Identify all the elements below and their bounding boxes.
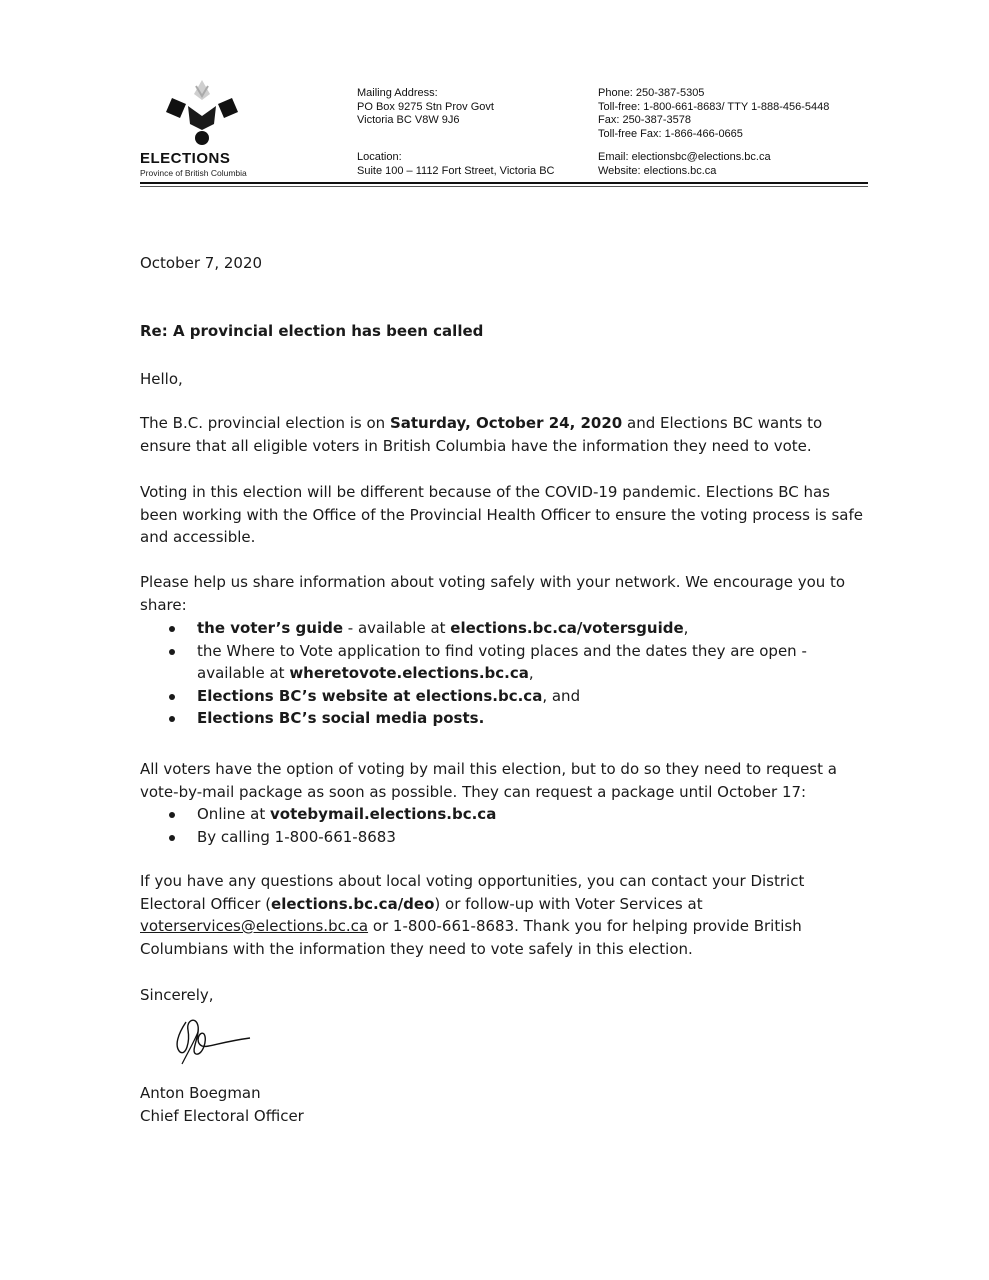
greeting: Hello, <box>140 370 183 388</box>
email[interactable]: Email: electionsbc@elections.bc.ca <box>598 151 771 163</box>
location-line: Suite 100 – 1112 Fort Street, Victoria BC <box>357 164 555 177</box>
paragraph-vote-by-mail: All voters have the option of voting by mail this election, but to do so they need to request a vote-by-mail package as soon as possible. They can request a package until October 17: <box>140 760 837 801</box>
signer-block <box>140 1082 304 1127</box>
website-link[interactable]: elections.bc.ca <box>415 686 543 705</box>
paragraph-election-date: The B.C. provincial election is on Saturday, October 24, 2020 and Elections BC wants to ensure that all eligible voters in British Columbia have the information they need to vote. <box>140 414 823 455</box>
signature <box>168 1012 258 1072</box>
contact-block <box>598 87 829 141</box>
list-item: Elections BC’s website at elections.bc.ca, and <box>140 685 870 708</box>
voter-services-email-link[interactable]: voterservices@elections.bc.ca <box>140 917 369 935</box>
list-item: By calling 1-800-661-8683 <box>140 826 870 849</box>
org-subtitle: Province of British Columbia <box>140 168 247 178</box>
bullet-icon <box>169 649 175 655</box>
bullet-icon <box>169 716 175 722</box>
bullet-icon <box>169 694 175 700</box>
voters-guide-link[interactable]: elections.bc.ca/votersguide <box>450 619 684 637</box>
list-item: the Where to Vote application to find voting places and the dates they are open - available at wheretovote.elections.bc.ca, <box>140 640 870 685</box>
tollfree-fax: Toll-free Fax: 1-866-466-0665 <box>598 127 743 140</box>
list-item: Elections BC’s social media posts. <box>140 707 870 730</box>
tollfree: Toll-free: 1-800-661-8683/ TTY 1-888-456-5448 <box>598 100 830 113</box>
fax: Fax: 250-387-3578 <box>598 114 691 126</box>
paragraph-questions: If you have any questions about local voting opportunities, you can contact your District Electoral Officer (elections.bc.ca/deo) or follow-up with Voter Services at voterservices@elections.bc.ca or 1-800-661-8683. Thank you for helping provide British Columbians with the information they need to vote safely in this election. <box>140 872 805 958</box>
bullet-icon <box>169 835 175 841</box>
paragraph-covid: Voting in this election will be different because of the COVID-19 pandemic. Elections BC has been working with the Office of the Provincial Health Officer to ensure the voting process is safe and accessible. <box>140 483 863 546</box>
phone: Phone: 250-387-5305 <box>598 87 705 99</box>
subject-line: Re: A provincial election has been called <box>140 322 484 340</box>
website[interactable]: Website: elections.bc.ca <box>598 164 717 177</box>
signer-name: Anton Boegman <box>140 1084 261 1102</box>
list-item: Online at votebymail.elections.bc.ca <box>140 803 870 826</box>
mailing-line2: Victoria BC V8W 9J6 <box>357 114 460 126</box>
where-to-vote-link[interactable]: wheretovote.elections.bc.ca <box>289 664 529 682</box>
mailing-line1: PO Box 9275 Stn Prov Govt <box>357 100 494 113</box>
signer-title: Chief Electoral Officer <box>140 1106 304 1125</box>
deo-link[interactable]: elections.bc.ca/deo <box>271 894 435 913</box>
list-item: the voter’s guide - available at elections.bc.ca/votersguide, <box>140 617 870 640</box>
share-list <box>140 617 870 730</box>
letterhead <box>0 0 989 190</box>
bullet-icon <box>169 626 175 632</box>
location-block <box>357 151 555 178</box>
mailing-address-block <box>357 87 494 128</box>
letter-date: October 7, 2020 <box>140 254 263 272</box>
mailing-label: Mailing Address: <box>357 87 438 99</box>
web-block <box>598 151 771 178</box>
closing: Sincerely, <box>140 986 214 1004</box>
election-date: Saturday, October 24, 2020 <box>389 414 623 432</box>
vote-by-mail-link[interactable]: votebymail.elections.bc.ca <box>270 805 497 823</box>
header-rule-thin <box>140 186 868 187</box>
paragraph-share: Please help us share information about voting safely with your network. We encourage you to share: <box>140 573 846 614</box>
org-name: ELECTIONS <box>140 150 231 167</box>
bullet-icon <box>169 812 175 818</box>
elections-bc-logo <box>162 76 242 146</box>
vote-by-mail-list <box>140 803 870 848</box>
header-rule <box>140 182 868 184</box>
location-label: Location: <box>357 151 402 163</box>
